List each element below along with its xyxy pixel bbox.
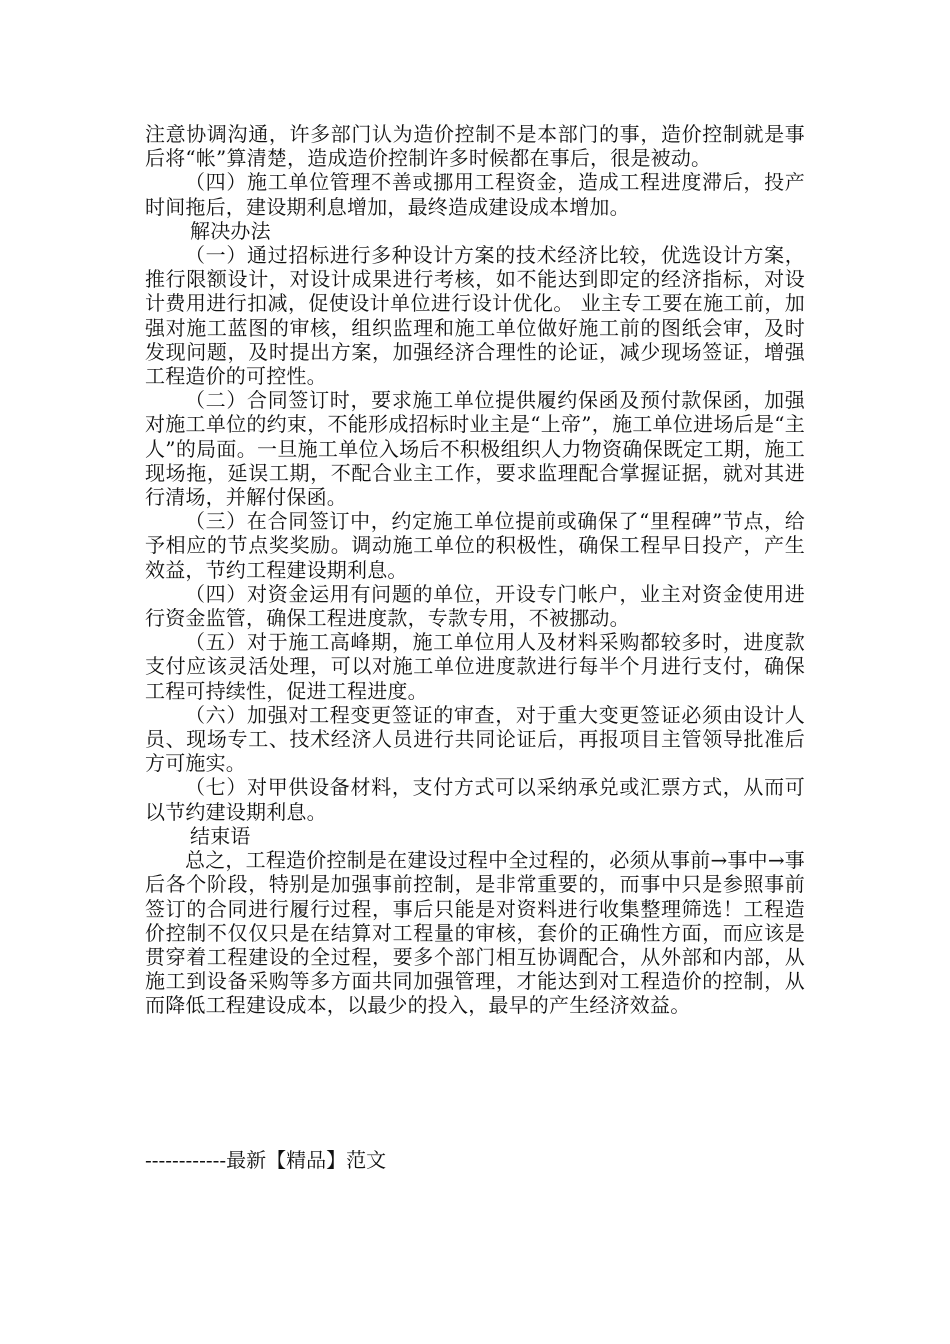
paragraph-solution-6: （六）加强对工程变更签证的审查，对于重大变更签证必须由设计人员、现场专工、技术经济人员进行共同论证后，再报项目主管领导批准后方可施实。 [145,702,805,776]
paragraph-problem-4: （四）施工单位管理不善或挪用工程资金，造成工程进度滞后，投产时间拖后，建设期利息增加，最终造成建设成本增加。 [145,170,805,219]
footer-text: ------------最新【精品】范文 [145,1148,387,1172]
section-heading-conclusion: 结束语 [190,823,251,848]
paragraph-solution-7: （七）对甲供设备材料，支付方式可以采纳承兑或汇票方式，从而可以节约建设期利息。 [145,775,805,824]
paragraph-solution-3: （三）在合同签订中，约定施工单位提前或确保了“里程碑”节点，给予相应的节点奖奖励。调动施工单位的积极性，确保工程早日投产，产生效益，节约工程建设期利息。 [145,509,805,582]
paragraph-solution-4: （四）对资金运用有问题的单位，开设专门帐户，业主对资金使用进行资金监管，确保工程进度款，专款专用，不被挪动。 [145,581,805,631]
paragraph-solution-5: （五）对于施工高峰期，施工单位用人及材料采购都较多时，进度款支付应该灵活处理，可以对施工单位进度款进行每半个月进行支付，确保工程可持续性，促进工程进度。 [145,630,805,703]
document-body [145,122,805,1018]
paragraph-solution-2: （二）合同签订时，要求施工单位提供履约保函及预付款保函，加强对施工单位的约束，不能形成招标时业主是“上帝”，施工单位进场后是“主人”的局面。一旦施工单位入场后不积极组织人力物资确保既定工期，施工现场拖，延误工期，不配合业主工作，要求监理配合掌握证据，就对其进行清场，并解付保函。 [145,388,805,510]
section-heading-solutions: 解决办法 [190,218,271,243]
paragraph-conclusion: 总之，工程造价控制是在建设过程中全过程的，必须从事前→事中→事后各个阶段，特别是加强事前控制，是非常重要的，而事中只是参照事前签订的合同进行履行过程，事后只能是对资料进行收集整理筛选！工程造价控制不仅仅只是在结算对工程量的审核，套价的正确性方面，而应该是贯穿着工程建设的全过程，要多个部门相互协调配合，从外部和内部，从施工到设备采购等多方面共同加强管理，才能达到对工程造价的控制，从而降低工程建设成本，以最少的投入，最早的产生经济效益。 [145,848,805,1018]
paragraph-continuation: 注意协调沟通，许多部门认为造价控制不是本部门的事，造价控制就是事后将“帐”算清楚，造成造价控制许多时候都在事后，很是被动。 [145,122,805,171]
paragraph-solution-1: （一）通过招标进行多种设计方案的技术经济比较，优选设计方案，推行限额设计，对设计成果进行考核，如不能达到即定的经济指标，对设计费用进行扣减，促使设计单位进行设计优化。 业主专工要在施工前，加强对施工蓝图的审核，组织监理和施工单位做好施工前的图纸会审，及时发现问题，及时提出方案，加强经济合理性的论证，减少现场签证，增强工程造价的可控性。 [145,243,805,389]
